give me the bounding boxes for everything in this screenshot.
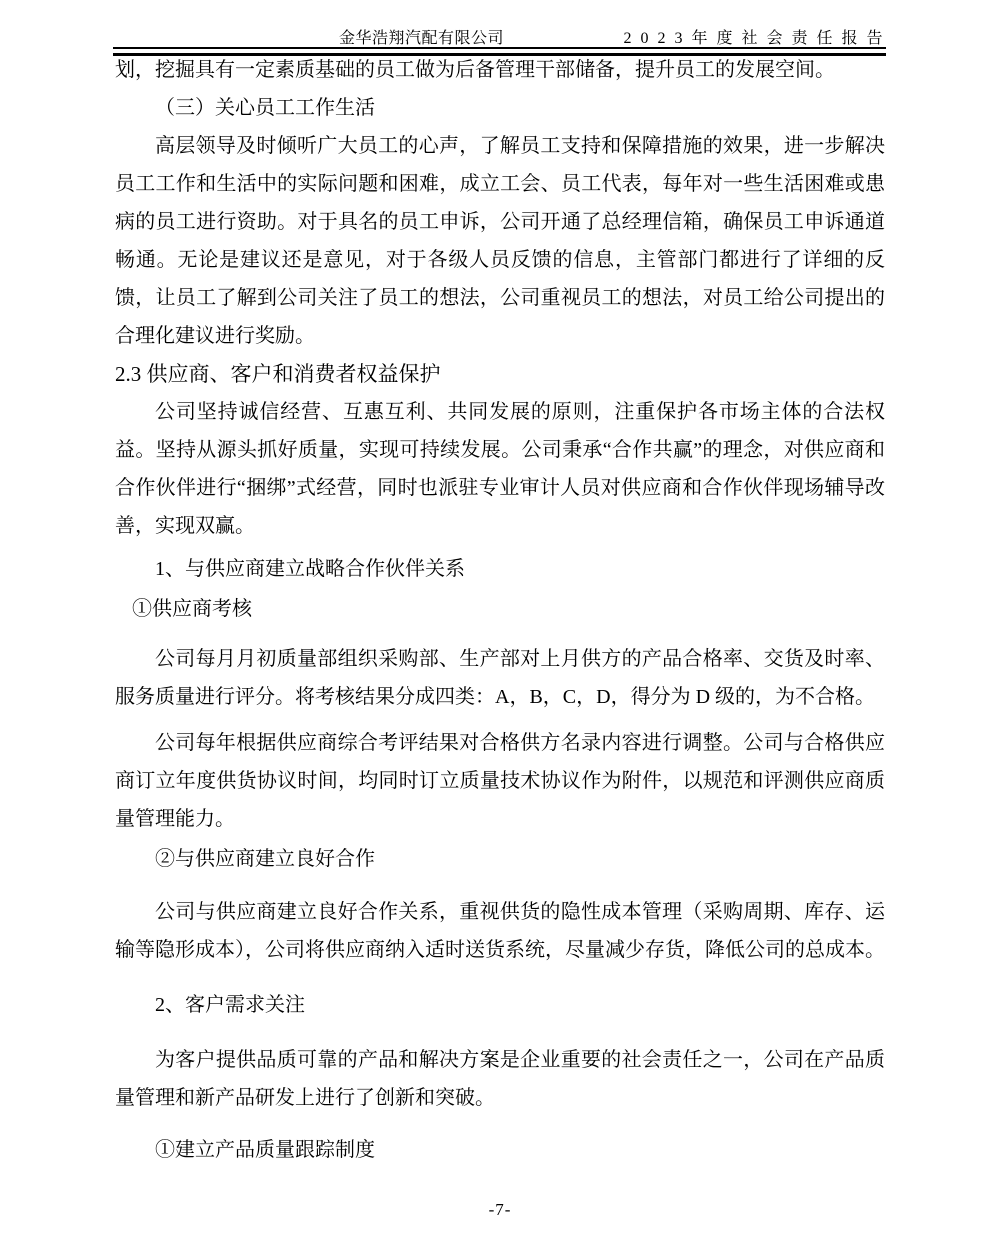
section-heading-2-3: 2.3 供应商、客户和消费者权益保护 — [115, 362, 441, 386]
circled-item-1-quality-tracking: ①建立产品质量跟踪制度 — [155, 1139, 375, 1161]
paragraph-continuation: 划，挖掘具有一定素质基础的员工做为后备管理干部储备，提升员工的发展空间。 — [115, 59, 835, 81]
page-header — [115, 25, 885, 47]
subsection-heading-care-employees: （三）关心员工工作生活 — [155, 97, 375, 119]
page-number: -7- — [488, 1200, 512, 1219]
header-company-name: 金华浩翔汽配有限公司 — [339, 30, 505, 47]
paragraph-customer-quality: 为客户提供品质可靠的产品和解决方案是企业重要的社会责任之一，公司在产品质量管理和新产品研发上进行了创新和突破。 — [115, 1049, 885, 1109]
paragraph-employee-care: 高层领导及时倾听广大员工的心声，了解员工支持和保障措施的效果，进一步解决员工工作和生活中的实际问题和困难，成立工会、员工代表，每年对一些生活困难或患病的员工进行资助。对于具名的员工申诉，公司开通了总经理信箱，确保员工申诉通道畅通。无论是建议还是意见，对于各级人员反馈的信息，主管部门都进行了详细的反馈，让员工了解到公司关注了员工的想法，公司重视员工的想法，对员工给公司提出的合理化建议进行奖励。 — [115, 135, 885, 347]
numbered-item-2-customer-needs: 2、客户需求关注 — [155, 994, 305, 1016]
header-report-title: 2 0 2 3 年 度 社 会 责 任 报 告 — [623, 30, 885, 47]
document-body — [115, 51, 885, 1169]
paragraph-monthly-scoring: 公司每月月初质量部组织采购部、生产部对上月供方的产品合格率、交货及时率、服务质量进行评分。将考核结果分成四类：A，B，C，D，得分为 D 级的，为不合格。 — [115, 648, 885, 708]
paragraph-cooperation-detail: 公司与供应商建立良好合作关系，重视供货的隐性成本管理（采购周期、库存、运输等隐形成本），公司将供应商纳入适时送货系统，尽量减少存货，降低公司的总成本。 — [115, 901, 885, 961]
page-footer — [0, 1200, 1000, 1220]
numbered-item-1-supplier-partnership: 1、与供应商建立战略合作伙伴关系 — [155, 558, 465, 580]
paragraph-annual-review: 公司每年根据供应商综合考评结果对合格供方名录内容进行调整。公司与合格供应商订立年度供货协议时间，均同时订立质量技术协议作为附件，以规范和评测供应商质量管理能力。 — [115, 732, 885, 830]
circled-item-1-supplier-assessment: ①供应商考核 — [132, 598, 252, 620]
paragraph-supplier-principles: 公司坚持诚信经营、互惠互利、共同发展的原则，注重保护各市场主体的合法权益。坚持从源头抓好质量，实现可持续发展。公司秉承“合作共赢”的理念，对供应商和合作伙伴进行“捆绑”式经营，同时也派驻专业审计人员对供应商和合作伙伴现场辅导改善，实现双赢。 — [115, 401, 885, 537]
circled-item-2-good-cooperation: ②与供应商建立良好合作 — [155, 848, 375, 870]
